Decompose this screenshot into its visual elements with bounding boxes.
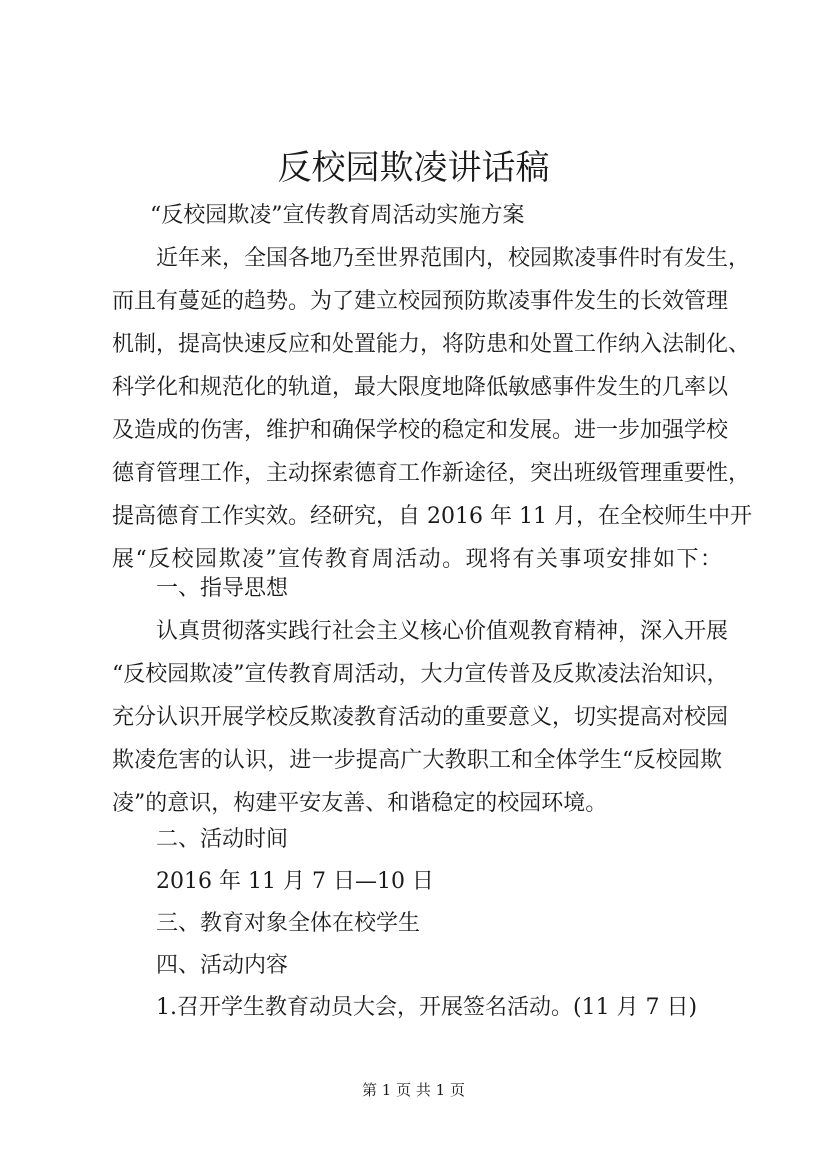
document-subtitle: “反校园欺凌”宣传教育周活动实施方案 <box>150 203 525 228</box>
activity-time <box>112 860 722 903</box>
paragraph-line: 机制，提高快速反应和处置能力，将防患和处置工作纳入法制化、 <box>112 332 751 357</box>
paragraph-intro <box>112 237 752 581</box>
paragraph-line: 凌”的意识，构建平安友善、和谐稳定的校园环境。 <box>112 791 608 816</box>
paragraph-line: 而且有蔓延的趋势。为了建立校园预防欺凌事件发生的长效管理 <box>112 289 729 314</box>
heading-text: 二、活动时间 <box>156 827 289 852</box>
paragraph-line: 科学化和规范化的轨道，最大限度地降低敏感事件发生的几率以 <box>112 375 729 400</box>
paragraph-line: 认真贯彻落实践行社会主义核心价值观教育精神，深入开展 <box>156 619 729 644</box>
section-heading-time <box>112 818 722 861</box>
section-heading-audience <box>112 902 722 945</box>
content-item-1 <box>112 986 722 1029</box>
time-text: 2016 年 11 月 7 日—10 日 <box>156 869 434 894</box>
paragraph-line: “反校园欺凌”宣传教育周活动，大力宣传普及反欺凌法治知识， <box>112 662 729 687</box>
document-title: 反校园欺凌讲话稿 <box>277 148 550 188</box>
section-heading-content <box>112 944 722 987</box>
paragraph-line: 欺凌危害的认识，进一步提高广大教职工和全体学生“反校园欺 <box>112 748 722 773</box>
paragraph-line: 展“反校园欺凌”宣传教育周活动。现将有关事项安排如下： <box>112 547 722 572</box>
paragraph-line: 充分认识开展学校反欺凌教育活动的重要意义，切实提高对校园 <box>112 705 729 730</box>
paragraph-guiding <box>112 610 729 825</box>
heading-text: 三、教育对象全体在校学生 <box>156 911 421 936</box>
section-heading-guiding <box>112 567 722 610</box>
heading-text: 一、指导思想 <box>156 576 289 601</box>
paragraph-line: 近年来，全国各地乃至世界范围内，校园欺凌事件时有发生， <box>156 246 751 271</box>
item-text: 1.召开学生教育动员大会，开展签名活动。(11 月 7 日) <box>156 995 698 1020</box>
heading-text: 四、活动内容 <box>156 953 289 978</box>
paragraph-line: 德育管理工作，主动探索德育工作新途径，突出班级管理重要性， <box>112 461 751 486</box>
page-footer: 第 1 页 共 1 页 <box>362 1081 465 1099</box>
paragraph-line: 及造成的伤害，维护和确保学校的稳定和发展。进一步加强学校 <box>112 418 729 443</box>
paragraph-line: 提高德育工作实效。经研究，自 2016 年 11 月，在全校师生中开 <box>112 504 752 529</box>
